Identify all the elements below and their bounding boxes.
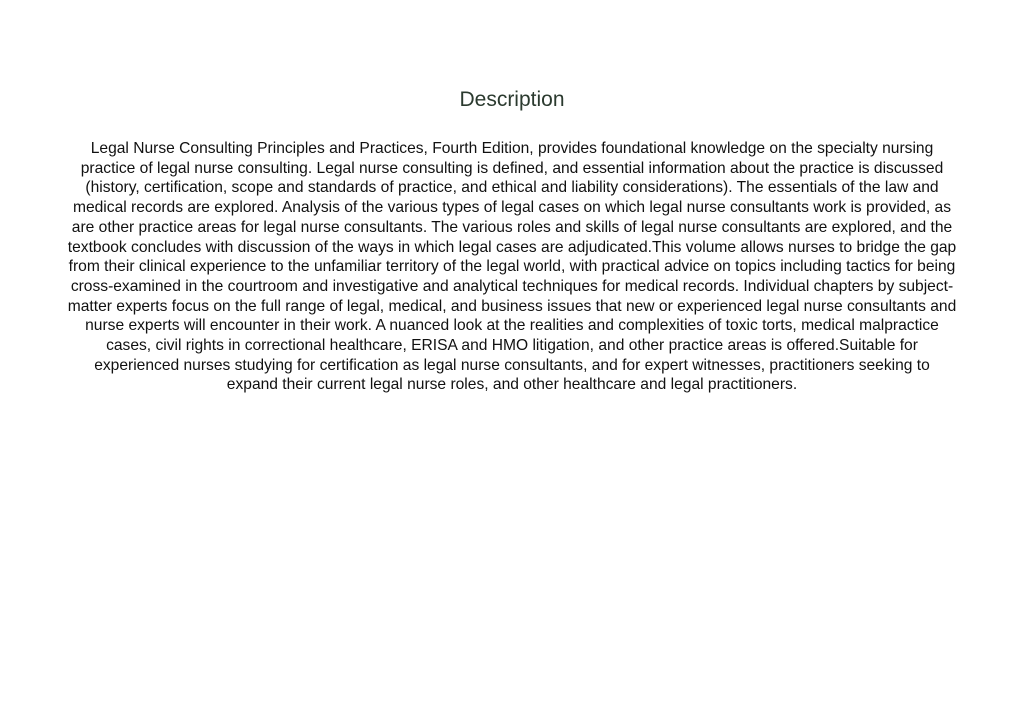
paragraph-line: cases, civil rights in correctional healthcare, ERISA and HMO litigation, and other practice areas is offered.Suitable for [106, 337, 918, 355]
paragraph-line: practice of legal nurse consulting. Legal nurse consulting is defined, and essential information about the practice is discussed [80, 159, 944, 177]
paragraph-line: cross-examined in the courtroom and investigative and analytical techniques for medical records. Individual chapters by subject- [70, 277, 954, 295]
paragraph-line: Legal Nurse Consulting Principles and Practices, Fourth Edition, provides foundational knowledge on the specialty nursing [90, 140, 934, 157]
description-paragraph [40, 139, 984, 395]
paragraph-line: nurse experts will encounter in their work. A nuanced look at the realities and complexities of toxic torts, medical malpractice [85, 317, 939, 335]
paragraph-line: (history, certification, scope and standards of practice, and ethical and liability considerations). The essentials of the law and [85, 179, 939, 197]
paragraph-line: medical records are explored. Analysis of the various types of legal cases on which legal nurse consultants work is provided, as [72, 199, 952, 217]
paragraph-line: expand their current legal nurse roles, and other healthcare and legal practitioners. [226, 376, 798, 394]
paragraph-line: textbook concludes with discussion of the ways in which legal cases are adjudicated.This volume allows nurses to bridge the gap [67, 238, 957, 256]
paragraph-line: from their clinical experience to the unfamiliar territory of the legal world, with practical advice on topics including tactics for being [68, 258, 956, 276]
paragraph-line: matter experts focus on the full range of legal, medical, and business issues that new or experienced legal nurse consultants and [67, 297, 957, 315]
paragraph-line: experienced nurses studying for certification as legal nurse consultants, and for expert witnesses, practitioners seeking to [94, 356, 930, 374]
page-title: Description [459, 88, 565, 111]
paragraph-line: are other practice areas for legal nurse consultants. The various roles and skills of legal nurse consultants are explored, and the [71, 218, 953, 236]
